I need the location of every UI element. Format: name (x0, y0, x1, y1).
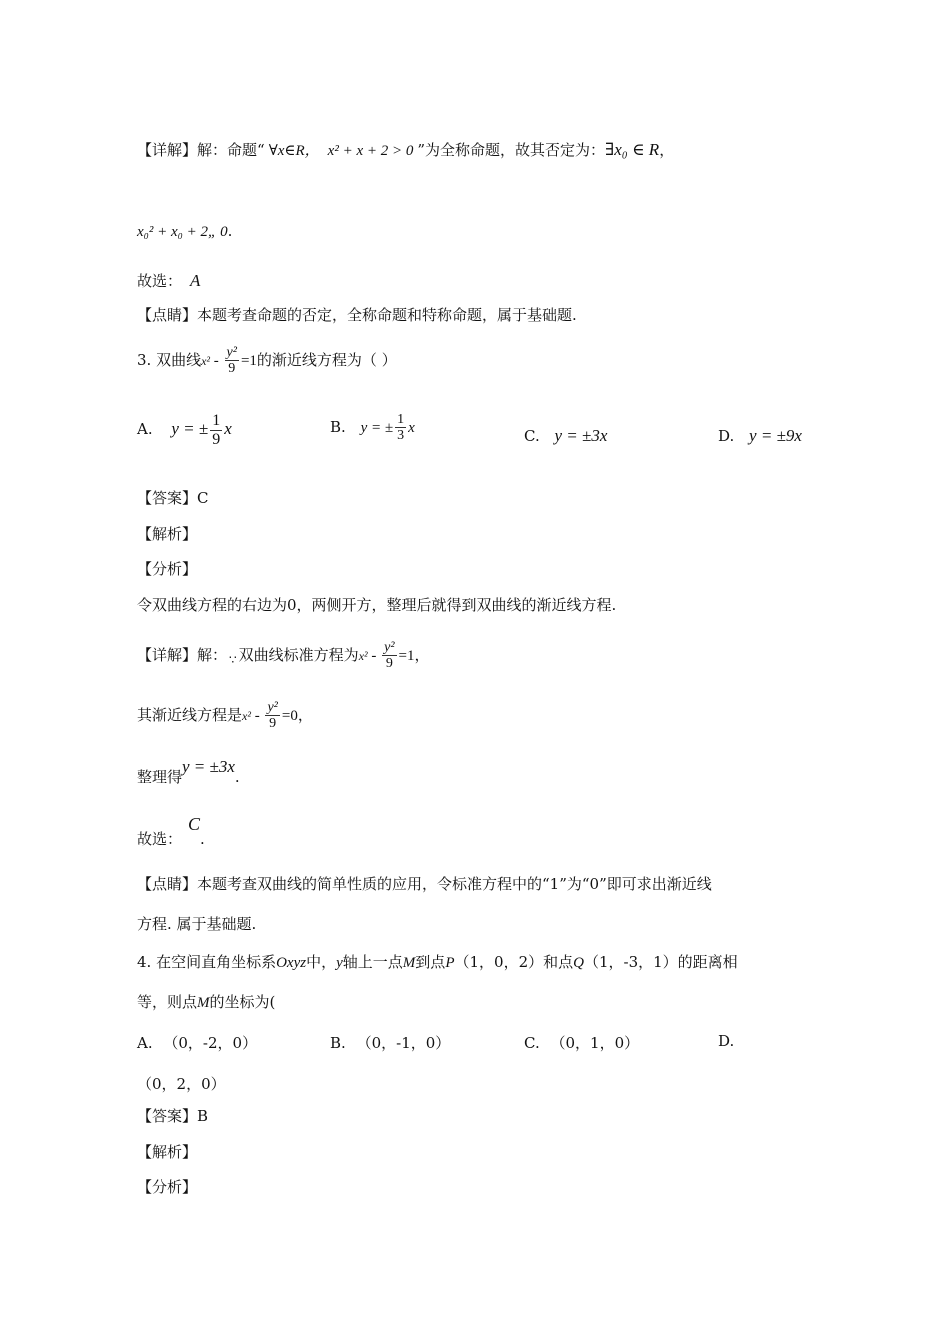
choice-label: 故选： (137, 272, 183, 290)
q4-text-c: 中， (306, 953, 337, 971)
option-value: （0，2，0） (137, 1075, 226, 1093)
q4-answer: 【答案】B (137, 1107, 209, 1125)
detail-text-2: 双曲线标准方程为 (238, 645, 359, 664)
detail-text-2: ”为全称命题，故其否定为： (417, 141, 606, 159)
eq-minus: - (250, 707, 264, 724)
frac-den: 9 (228, 361, 236, 377)
detail-text: 解：命题“ (197, 141, 265, 159)
eq-rhs: =1 (398, 647, 415, 664)
q3-option-a[interactable] (137, 412, 232, 448)
eq-fraction (225, 345, 239, 377)
comment-label: 【点睛】 (137, 306, 198, 324)
option-expr: y = ±3x (554, 426, 608, 445)
q4-text-k: （1，-3，1）的距离相 (583, 953, 738, 971)
q4-text-g: 到点 (415, 953, 446, 971)
q3-stem (137, 345, 397, 377)
q4-option-d-value[interactable] (137, 1073, 226, 1094)
q3-stem-pre: 3. 双曲线 (137, 350, 202, 369)
option-expr-pre: y = ± (360, 419, 394, 436)
negation-dot: . (227, 222, 233, 240)
frac-num: y² (267, 700, 278, 715)
option-expr-post: x (224, 419, 232, 439)
q3-answer: 【答案】C (137, 489, 209, 507)
detail-label: 【详解】 (137, 645, 198, 664)
q4-stem-line-1 (137, 955, 738, 971)
option-label: D. (718, 427, 735, 445)
frac-den: 9 (269, 716, 277, 732)
eq-rhs: =0 (281, 707, 298, 724)
option-fraction (210, 412, 222, 448)
choice-dot: . (200, 830, 205, 848)
q2-negation-line (137, 224, 232, 240)
asymptote-comma: ， (297, 705, 313, 724)
q4-q: Q (573, 955, 584, 971)
q4-m: M (402, 955, 416, 971)
q4-option-b[interactable] (330, 1032, 450, 1053)
q4-text-e: 轴上一点 (342, 953, 403, 971)
frac-num: y² (384, 640, 395, 655)
frac-num: 1 (212, 412, 221, 429)
q3-fenxi-text: 令双曲线方程的右边为0，两侧开方，整理后就得到双曲线的渐近线方程. (137, 596, 617, 614)
frac-den: 3 (397, 428, 405, 444)
q4-option-c[interactable] (524, 1032, 639, 1053)
option-expr: y = ±9x (749, 426, 802, 445)
formula-forall: ∀x∈R， (268, 143, 320, 159)
eq-fraction (265, 700, 279, 732)
eq-x-squared: x² (242, 708, 251, 723)
frac-num: 1 (397, 412, 405, 427)
q4-text-c2: 的坐标为( (209, 993, 276, 1011)
because-symbol: ∵ (229, 652, 237, 667)
q2-choice-line (137, 272, 200, 289)
q4-text-a2: 等，则点 (137, 993, 198, 1011)
option-value: （0，1，0） (550, 1034, 640, 1052)
detail-comma: ， (659, 141, 675, 159)
q2-comment-line (137, 308, 577, 323)
detail-comma: ， (414, 645, 430, 664)
formula-negation: x₀² + x₀ + 2„ 0 (137, 224, 228, 240)
tidy-dot: . (234, 768, 240, 786)
comment-text: 本题考查命题的否定，全称命题和特称命题，属于基础题. (197, 306, 577, 324)
q3-option-b[interactable] (330, 412, 415, 444)
q3-comment-line-1: 【点睛】本题考查双曲线的简单性质的应用，令标准方程中的“1”为“0”即可求出渐近线 (137, 875, 712, 893)
frac-den: 9 (385, 656, 393, 672)
option-label: D. (718, 1032, 735, 1050)
detail-label: 【详解】 (137, 141, 198, 159)
q3-detail-line (137, 640, 430, 672)
asymptote-text: 其渐近线方程是 (137, 705, 243, 724)
option-label: C. (524, 427, 540, 445)
eq-minus: - (210, 352, 223, 369)
tidy-formula: y = ±3x (182, 757, 235, 776)
q4-option-a[interactable] (137, 1032, 257, 1053)
option-value: （0，-1，0） (356, 1034, 451, 1052)
q3-choice-line (137, 814, 205, 848)
eq-minus: - (367, 647, 381, 664)
q4-p: P (445, 955, 455, 971)
q4-option-d-label[interactable] (718, 1032, 734, 1050)
q4-y: y (336, 955, 343, 971)
formula-quadratic: x² + x + 2 > 0 (327, 143, 414, 159)
q3-tidy-line (137, 757, 240, 786)
option-expr-pre: y = ± (171, 419, 209, 439)
q4-oxyz: Oxyz (276, 955, 307, 971)
q4-fenxi-heading: 【分析】 (137, 1178, 198, 1196)
q3-asymptote-line (137, 700, 313, 732)
q4-stem-line-2 (137, 995, 275, 1011)
q4-analysis-heading: 【解析】 (137, 1143, 198, 1161)
detail-text: 解： (197, 645, 228, 664)
option-expr-post: x (408, 419, 415, 436)
q3-stem-post: 的渐近线方程为（ ） (256, 350, 397, 369)
option-fraction (395, 412, 406, 444)
q2-detail-line (137, 141, 674, 159)
eq-x-squared: x² (201, 353, 211, 368)
option-label: B. (330, 417, 346, 436)
option-value: （0，-2，0） (163, 1034, 258, 1052)
option-label: A. (137, 420, 153, 439)
option-label: B. (330, 1034, 346, 1052)
q3-option-d[interactable] (718, 426, 802, 446)
q4-text-a: 4. 在空间直角坐标系 (137, 953, 277, 971)
q4-m: M (197, 995, 210, 1011)
choice-value: C (188, 814, 201, 834)
eq-rhs: =1 (240, 352, 257, 369)
choice-value: A (190, 271, 201, 290)
q4-text-i: （1，0，2）和点 (454, 953, 574, 971)
tidy-text: 整理得 (137, 768, 183, 786)
q3-fenxi-heading: 【分析】 (137, 560, 198, 578)
option-label: A. (137, 1034, 153, 1052)
frac-den: 9 (212, 430, 221, 448)
eq-fraction (382, 640, 396, 672)
formula-exists: ∃x₀ ∈ R (605, 140, 660, 159)
q3-analysis-heading: 【解析】 (137, 525, 198, 543)
choice-label: 故选： (137, 830, 183, 848)
option-label: C. (524, 1034, 540, 1052)
q3-comment-line-2: 方程. 属于基础题. (137, 915, 257, 933)
eq-x-squared: x² (358, 648, 368, 663)
frac-num: y² (226, 345, 237, 360)
q3-option-c[interactable] (524, 426, 607, 446)
